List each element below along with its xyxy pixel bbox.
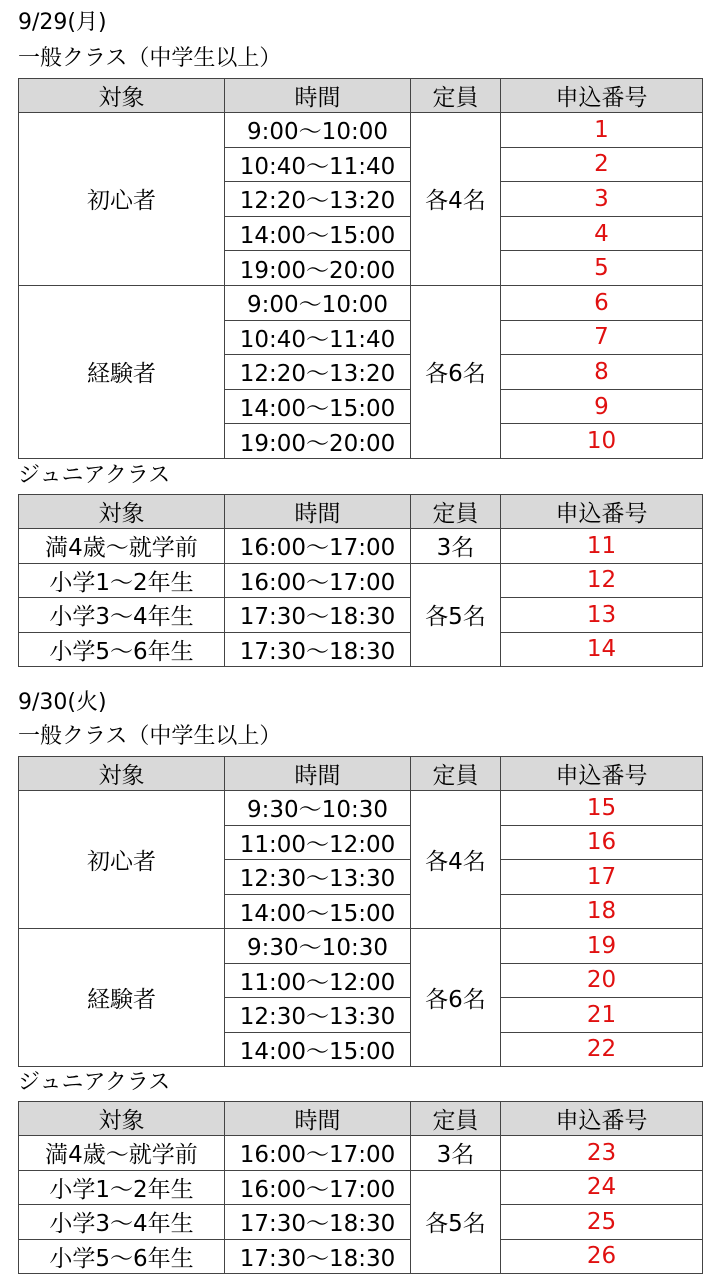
header-capacity: 定員 [411,79,501,113]
time-cell: 17:30〜18:30 [225,632,411,667]
time-cell: 17:30〜18:30 [225,1239,411,1274]
target-cell: 初心者 [19,791,225,929]
capacity-cell: 各4名 [411,791,501,929]
application-number: 12 [501,563,703,598]
application-number: 18 [501,894,703,929]
application-number: 3 [501,182,703,217]
header-capacity: 定員 [411,757,501,791]
header-capacity: 定員 [411,495,501,529]
target-cell: 小学1〜2年生 [19,563,225,598]
capacity-cell: 3名 [411,529,501,564]
time-cell: 17:30〜18:30 [225,598,411,633]
day1-general-table [18,78,703,459]
header-time: 時間 [225,495,411,529]
application-number: 24 [501,1170,703,1205]
target-cell: 小学5〜6年生 [19,1239,225,1274]
header-capacity: 定員 [411,1102,501,1136]
time-cell: 12:20〜13:20 [225,182,411,217]
time-cell: 9:00〜10:00 [225,285,411,320]
capacity-cell: 各6名 [411,285,501,458]
target-cell: 初心者 [19,113,225,286]
target-cell: 小学5〜6年生 [19,632,225,667]
time-cell: 16:00〜17:00 [225,529,411,564]
time-cell: 14:00〜15:00 [225,894,411,929]
header-target: 対象 [19,495,225,529]
time-cell: 12:20〜13:20 [225,355,411,390]
capacity-cell: 各4名 [411,113,501,286]
target-cell: 満4歳〜就学前 [19,1136,225,1171]
time-cell: 16:00〜17:00 [225,1136,411,1171]
capacity-cell: 各5名 [411,1170,501,1274]
time-cell: 17:30〜18:30 [225,1205,411,1240]
application-number: 20 [501,963,703,998]
time-cell: 14:00〜15:00 [225,1032,411,1067]
application-number: 14 [501,632,703,667]
day2-general-table [18,756,703,1067]
target-cell: 経験者 [19,285,225,458]
application-number: 25 [501,1205,703,1240]
application-number: 7 [501,320,703,355]
application-number: 16 [501,825,703,860]
application-number: 23 [501,1136,703,1171]
target-cell: 小学3〜4年生 [19,598,225,633]
application-number: 11 [501,529,703,564]
application-number: 5 [501,251,703,286]
header-number: 申込番号 [501,495,703,529]
application-number: 4 [501,216,703,251]
application-number: 9 [501,389,703,424]
time-cell: 9:00〜10:00 [225,113,411,148]
target-cell: 小学3〜4年生 [19,1205,225,1240]
time-cell: 10:40〜11:40 [225,320,411,355]
time-cell: 12:30〜13:30 [225,998,411,1033]
time-cell: 16:00〜17:00 [225,1170,411,1205]
application-number: 8 [501,355,703,390]
time-cell: 10:40〜11:40 [225,147,411,182]
time-cell: 16:00〜17:00 [225,563,411,598]
target-cell: 満4歳〜就学前 [19,529,225,564]
header-time: 時間 [225,79,411,113]
time-cell: 11:00〜12:00 [225,825,411,860]
header-number: 申込番号 [501,79,703,113]
header-time: 時間 [225,1102,411,1136]
day2-date: 9/30(火) [18,690,107,715]
day2-general-title: 一般クラス（中学生以上） [18,724,282,749]
time-cell: 19:00〜20:00 [225,251,411,286]
day2-junior-table [18,1101,703,1274]
time-cell: 12:30〜13:30 [225,860,411,895]
application-number: 15 [501,791,703,826]
time-cell: 11:00〜12:00 [225,963,411,998]
application-number: 1 [501,113,703,148]
application-number: 10 [501,424,703,459]
target-cell: 経験者 [19,929,225,1067]
application-number: 6 [501,285,703,320]
application-number: 2 [501,147,703,182]
time-cell: 14:00〜15:00 [225,216,411,251]
application-number: 26 [501,1239,703,1274]
header-time: 時間 [225,757,411,791]
time-cell: 9:30〜10:30 [225,791,411,826]
header-target: 対象 [19,79,225,113]
header-target: 対象 [19,1102,225,1136]
header-number: 申込番号 [501,757,703,791]
application-number: 19 [501,929,703,964]
day1-date: 9/29(月) [18,10,107,35]
capacity-cell: 3名 [411,1136,501,1171]
application-number: 21 [501,998,703,1033]
application-number: 22 [501,1032,703,1067]
time-cell: 14:00〜15:00 [225,389,411,424]
day2-junior-title: ジュニアクラス [18,1070,171,1095]
day1-general-title: 一般クラス（中学生以上） [18,46,282,71]
capacity-cell: 各6名 [411,929,501,1067]
capacity-cell: 各5名 [411,563,501,667]
application-number: 17 [501,860,703,895]
header-target: 対象 [19,757,225,791]
application-number: 13 [501,598,703,633]
day1-junior-table [18,494,703,667]
header-number: 申込番号 [501,1102,703,1136]
time-cell: 19:00〜20:00 [225,424,411,459]
target-cell: 小学1〜2年生 [19,1170,225,1205]
day1-junior-title: ジュニアクラス [18,463,171,488]
time-cell: 9:30〜10:30 [225,929,411,964]
